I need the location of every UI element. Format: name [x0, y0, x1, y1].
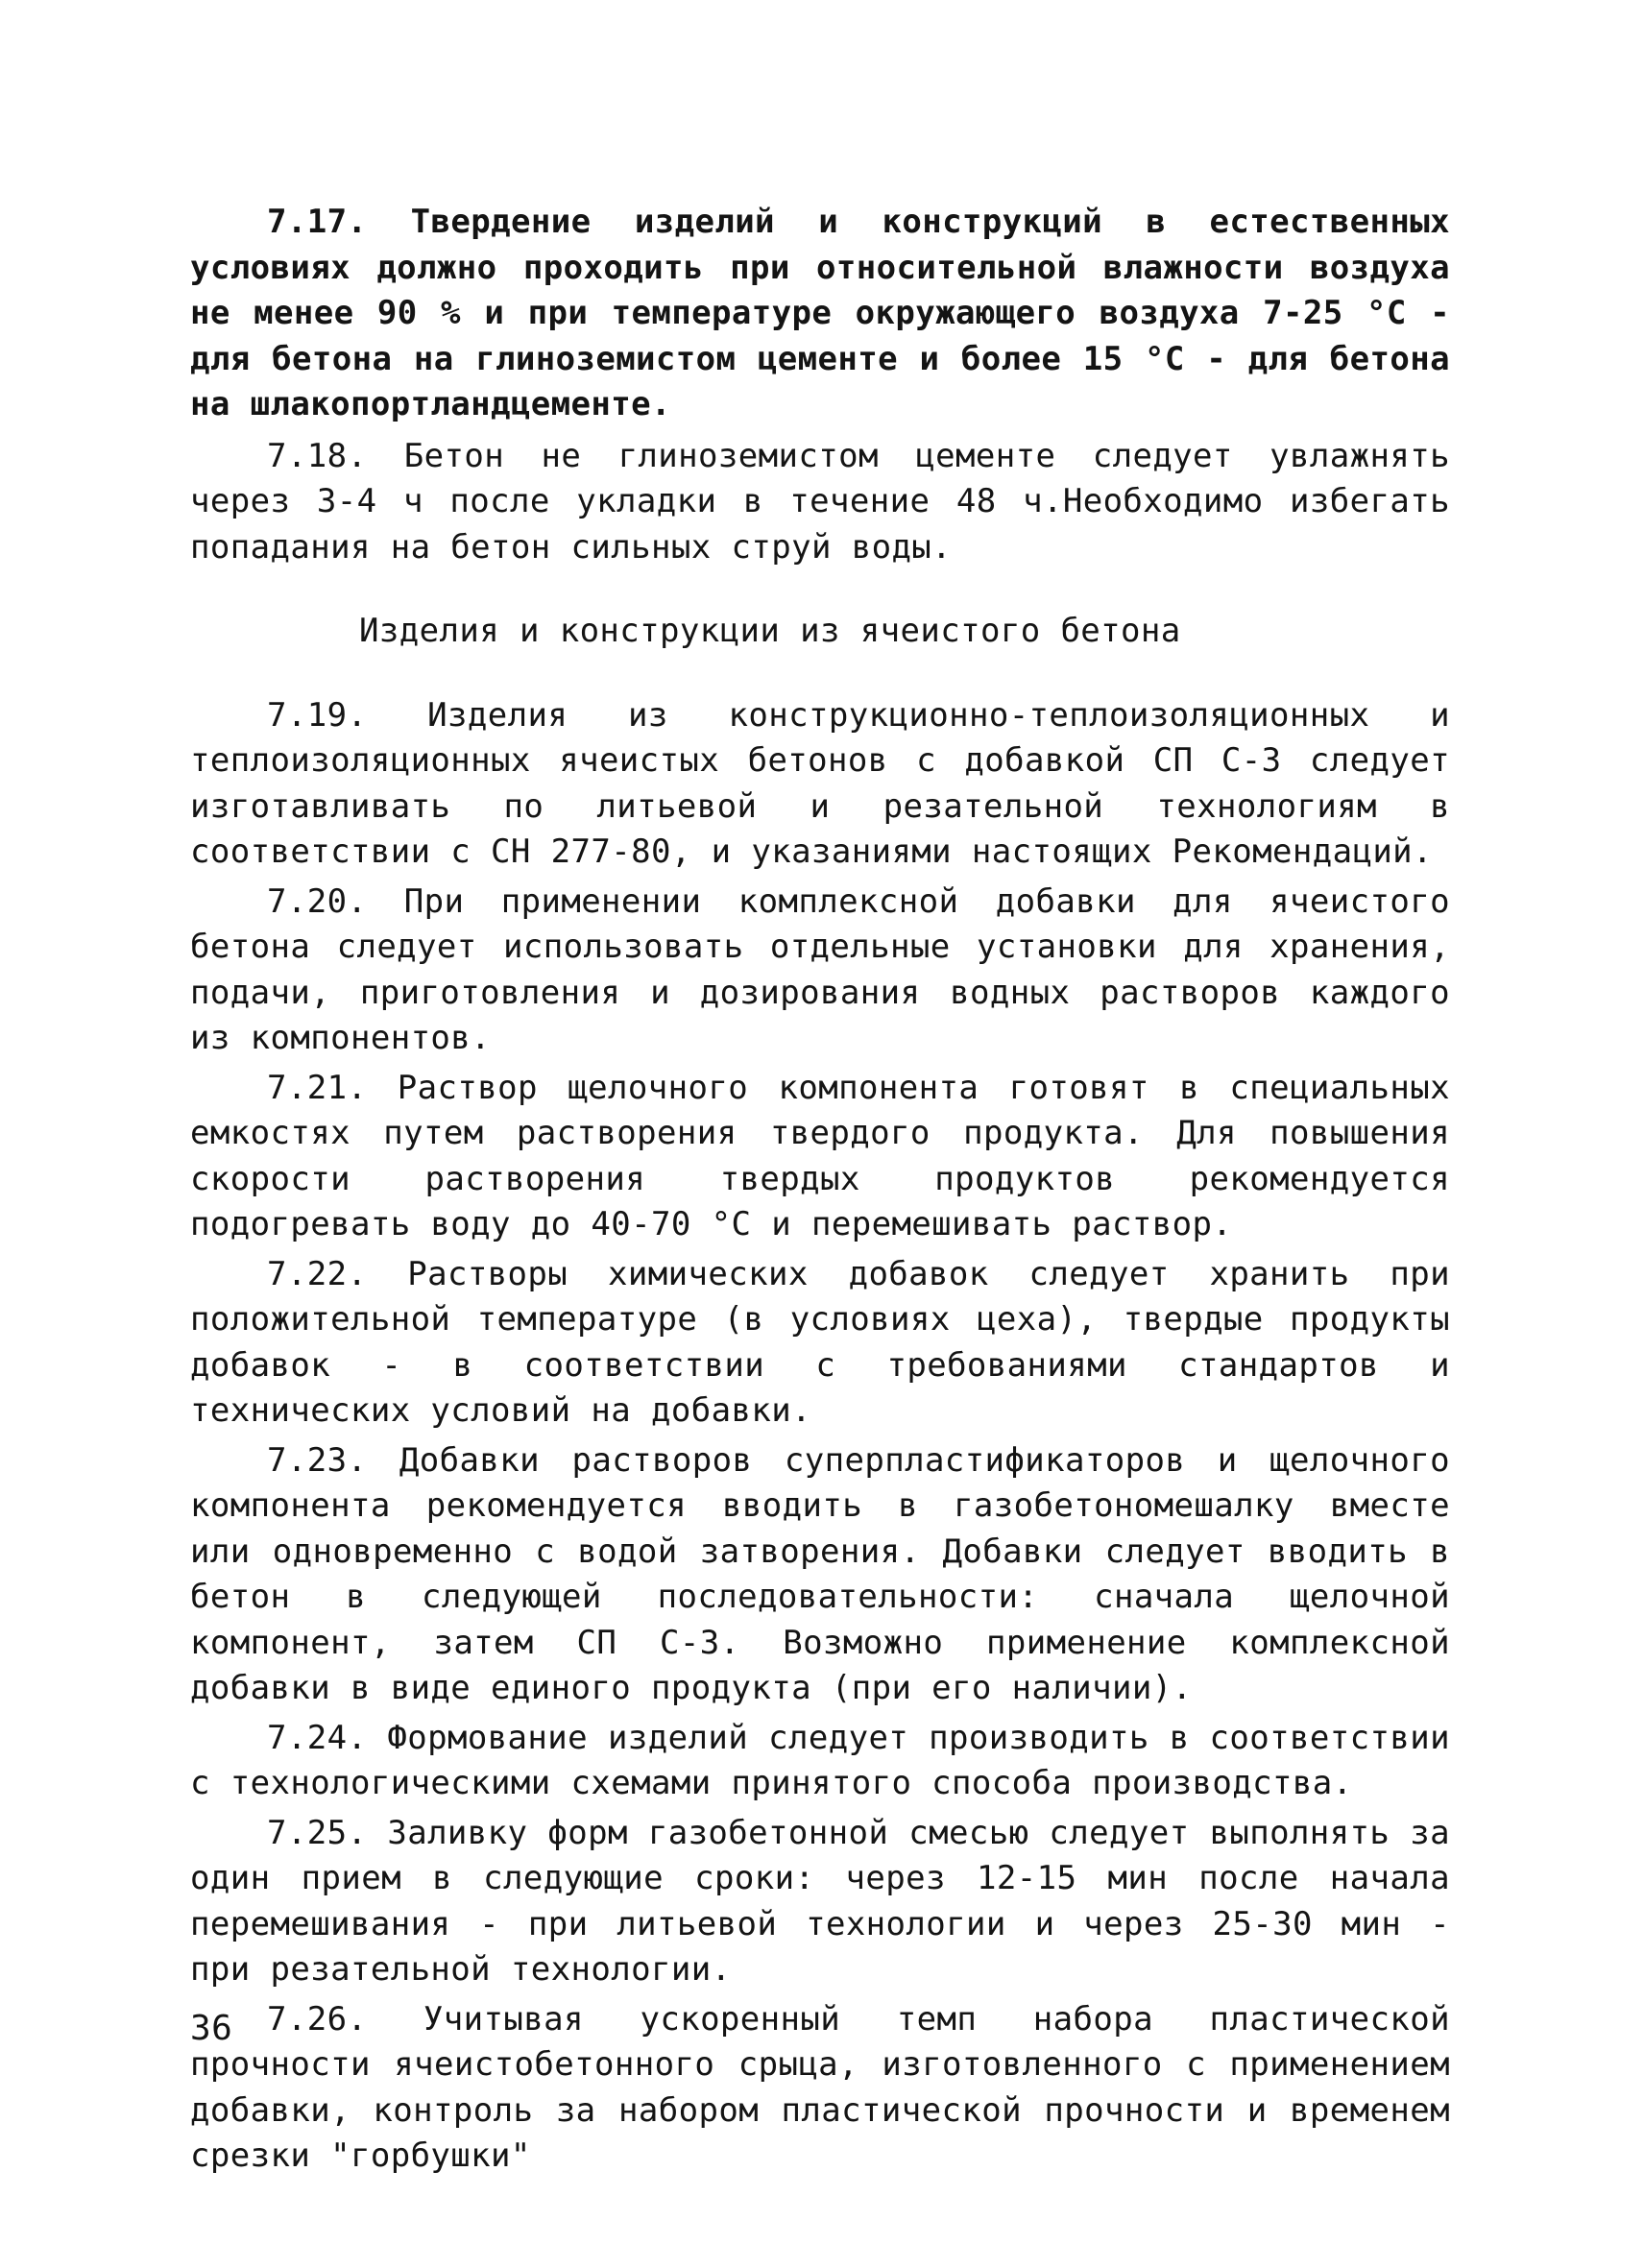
document-body	[190, 200, 1450, 2184]
paragraph-7-24	[190, 1716, 1450, 1807]
paragraph-text: Раствор щелочного компонента готовят в специальных емкостях путем растворения твердого продукта. Для повышения скорости растворения твердых продуктов рекомендуется подогревать воду до 40-70 °С и перемешивать раствор.	[190, 1068, 1450, 1243]
paragraph-number: 7.21.	[267, 1068, 368, 1107]
paragraph-text: Растворы химических добавок следует хранить при положительной температуре (в условиях цеха), твердые продукты добавок - в соответствии с требованиями стандартов и технических условий на добавки.	[190, 1254, 1450, 1430]
paragraph-number: 7.23.	[267, 1440, 368, 1480]
paragraph-text: Учитывая ускоренный темп набора пластической прочности ячеистобетонного срыца, изготовленного с применением добавки, контроль за набором пластической прочности и временем срезки "горбушки"	[190, 1999, 1450, 2175]
paragraph-7-26	[190, 1997, 1450, 2180]
paragraph-number: 7.22.	[267, 1254, 368, 1293]
paragraph-7-23	[190, 1438, 1450, 1712]
paragraph-7-22	[190, 1252, 1450, 1435]
paragraph-7-18	[190, 434, 1450, 571]
paragraph-text: Твердение изделий и конструкций в естественных условиях должно проходить при относительной влажности воздуха не менее 90 % и при температуре окружающего воздуха 7-25 °С - для бетона на глиноземистом цементе и более 15 °С - для бетона на шлакопортландцементе.	[190, 203, 1450, 423]
paragraph-text: Бетон не глиноземистом цементе следует увлажнять через 3-4 ч после укладки в течение 48 ч.Необходимо избегать попадания на бетон сильных струй воды.	[190, 436, 1450, 567]
paragraph-text: При применении комплексной добавки для ячеистого бетона следует использовать отдельные установки для хранения, подачи, приготовления и дозирования водных растворов каждого из компонентов.	[190, 881, 1450, 1057]
paragraph-7-17	[190, 200, 1450, 428]
paragraph-number: 7.25.	[267, 1813, 368, 1852]
paragraph-number: 7.18.	[267, 436, 368, 475]
paragraph-number: 7.17.	[267, 203, 368, 241]
paragraph-text: Заливку форм газобетонной смесью следует выполнять за один прием в следующие сроки: через 12-15 мин после начала перемешивания - при литьевой технологии и через 25-30 мин - при резательной технологии.	[190, 1813, 1450, 1989]
section-heading: Изделия и конструкции из ячеистого бетона	[359, 612, 1181, 650]
paragraph-7-19	[190, 693, 1450, 876]
paragraph-number: 7.20.	[267, 881, 368, 921]
paragraph-text: Изделия из конструкционно-теплоизоляционных и теплоизоляционных ячеистых бетонов с добавкой СП С-3 следует изготавливать по литьевой и резательной технологиям в соответствии с СН 277-80, и указаниями настоящих Рекомендаций.	[190, 695, 1450, 871]
paragraph-7-20	[190, 880, 1450, 1062]
page-number: 36	[190, 2009, 233, 2048]
paragraph-text: Добавки растворов суперпластификаторов и щелочного компонента рекомендуется вводить в газобетономешалку вместе или одновременно с водой затворения. Добавки следует вводить в бетон в следующей последовательности: сначала щелочной компонент, затем СП С-3. Возможно применение комплексной добавки в виде единого продукта (при его наличии).	[190, 1440, 1450, 1707]
paragraph-number: 7.19.	[267, 695, 368, 735]
paragraph-7-21	[190, 1066, 1450, 1248]
paragraph-7-25	[190, 1811, 1450, 1993]
paragraph-number: 7.24.	[267, 1718, 368, 1757]
paragraph-number: 7.26.	[267, 1999, 368, 2039]
paragraph-text: Формование изделий следует производить в соответствии с технологическими схемами принятого способа производства.	[190, 1718, 1450, 1802]
